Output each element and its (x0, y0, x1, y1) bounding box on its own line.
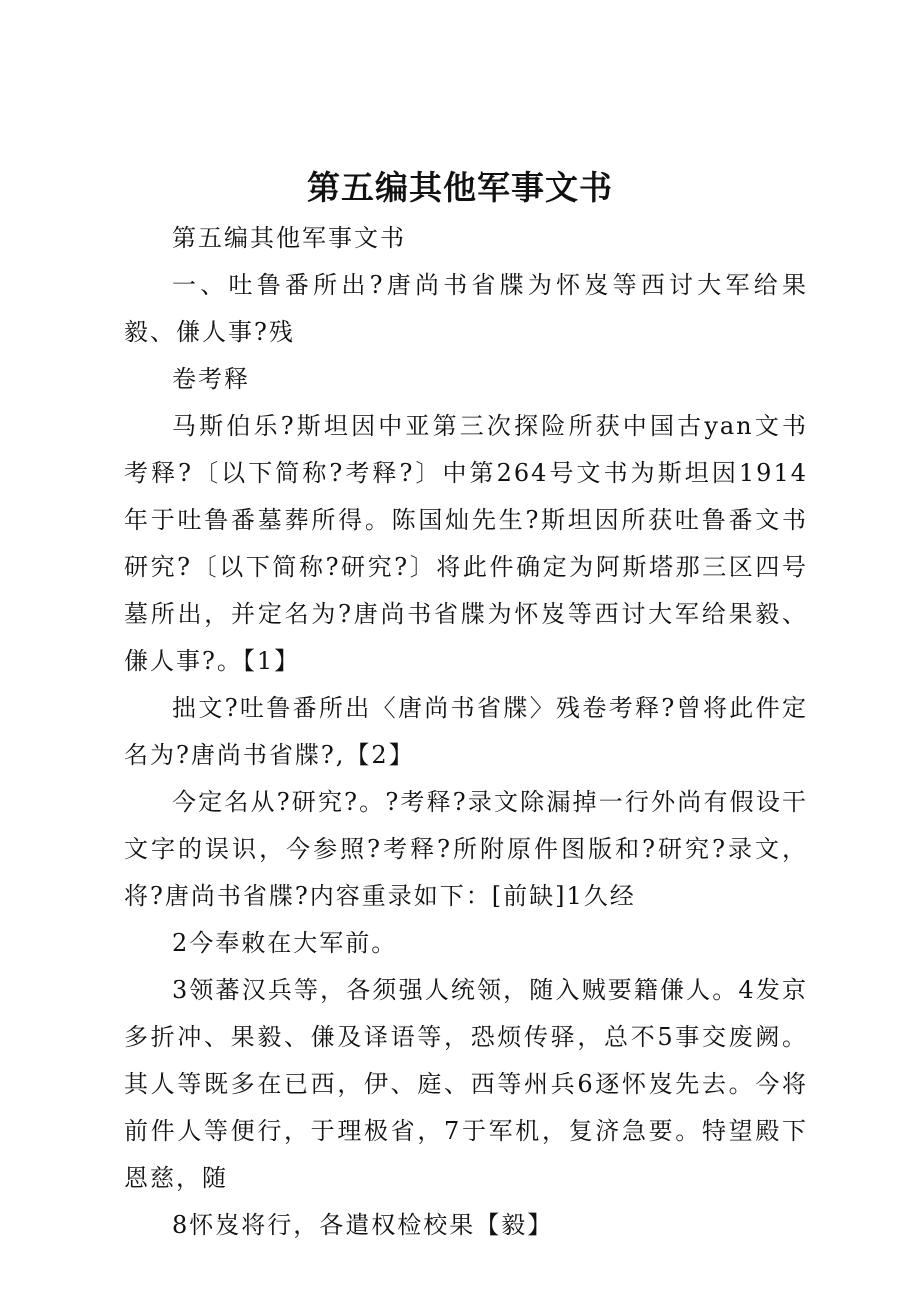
paragraph-line-8: 8怀岌将行，各遣权检校果【毅】 (172, 1211, 554, 1239)
document-body (124, 215, 808, 1249)
document-title: 第五编其他军事文书 (307, 168, 613, 207)
paragraph-section-heading: 一、吐鲁番所出?唐尚书省牒为怀岌等西讨大军给果毅、傔人事?残 (124, 271, 808, 346)
paragraph-lines-3-7: 3领蕃汉兵等，各须强人统领，随入贼要籍傔人。4发京多折冲、果毅、傔及译语等，恐烦传驿，总不5事交废阙。其人等既多在已西，伊、庭、西等州兵6逐怀岌先去。今将前件人等便行，于理极省，7于军机，复济急要。特望殿下恩慈，随 (124, 976, 808, 1192)
paragraph-maspero-intro: 马斯伯乐?斯坦因中亚第三次探险所获中国古yan文书考释?〔以下简称?考释?〕中第264号文书为斯坦因1914年于吐鲁番墓葬所得。陈国灿先生?斯坦因所获吐鲁番文书研究?〔以下简称?研究?〕将此件确定为阿斯塔那三区四号墓所出，并定名为?唐尚书省牒为怀岌等西讨大军给果毅、傔人事?。【1】 (124, 412, 808, 675)
paragraph-transcription-intro: 今定名从?研究?。?考释?录文除漏掉一行外尚有假设干文字的误识，今参照?考释?所附原件图版和?研究?录文，将?唐尚书省牒?内容重录如下：[前缺]1久经 (124, 788, 808, 910)
paragraph-author-note: 拙文?吐鲁番所出〈唐尚书省牒〉残卷考释?曾将此件定名为?唐尚书省牒?,【2】 (124, 694, 808, 769)
paragraph-line-2: 2今奉敕在大军前。 (172, 929, 398, 957)
paragraph-subtitle: 第五编其他军事文书 (172, 224, 406, 252)
paragraph-heading-continued: 卷考释 (172, 365, 250, 393)
